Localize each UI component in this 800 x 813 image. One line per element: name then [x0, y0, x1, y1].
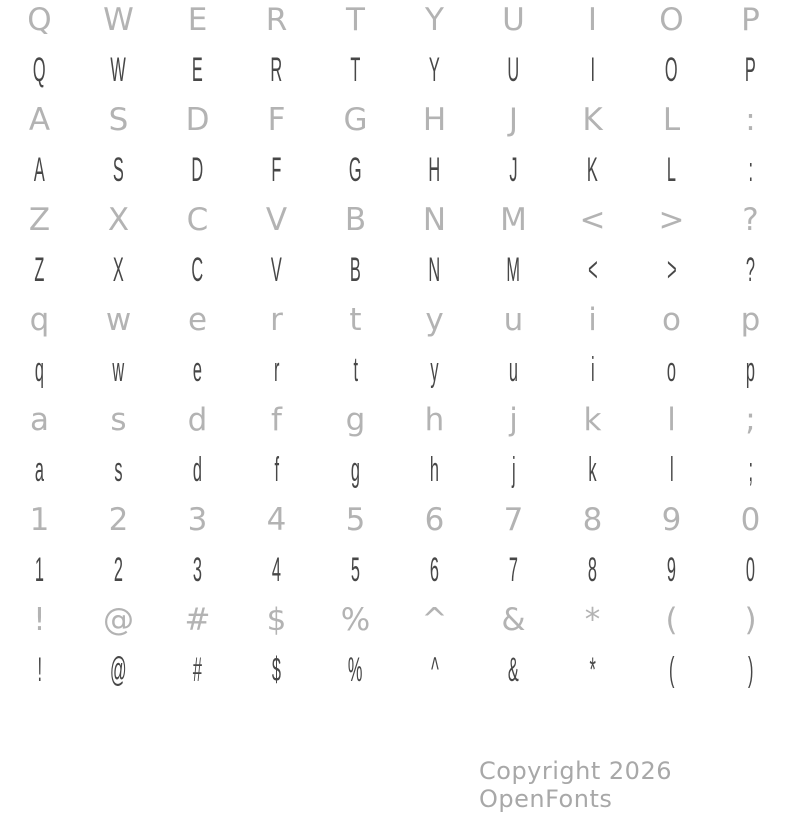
- specimen-row-preview: [0, 645, 800, 695]
- specimen-glyph: Z: [34, 251, 45, 289]
- specimen-glyph: i: [588, 302, 597, 338]
- specimen-row-preview: [0, 445, 800, 495]
- specimen-glyph: I: [590, 51, 595, 89]
- specimen-glyph: #: [184, 602, 211, 638]
- specimen-glyph: P: [741, 2, 760, 38]
- specimen-row-reference: [0, 195, 800, 245]
- specimen-row-reference: [0, 495, 800, 545]
- specimen-glyph: a: [30, 402, 49, 438]
- specimen-glyph: 8: [582, 502, 603, 538]
- specimen-glyph: q: [29, 302, 50, 338]
- specimen-glyph: p: [740, 302, 761, 338]
- specimen-glyph: 2: [113, 551, 124, 589]
- specimen-glyph: U: [502, 2, 525, 38]
- specimen-row-preview: [0, 45, 800, 95]
- specimen-glyph: N: [422, 202, 447, 238]
- specimen-glyph: 7: [503, 502, 524, 538]
- specimen-glyph: F: [271, 151, 282, 189]
- specimen-glyph: 6: [429, 551, 440, 589]
- specimen-glyph: ): [747, 651, 754, 689]
- specimen-glyph: G: [343, 102, 368, 138]
- specimen-glyph: !: [33, 602, 46, 638]
- specimen-glyph: u: [503, 302, 524, 338]
- specimen-glyph: O: [665, 51, 678, 89]
- specimen-glyph: !: [37, 651, 42, 689]
- specimen-glyph: 4: [266, 502, 287, 538]
- specimen-glyph: 1: [29, 502, 50, 538]
- copyright-notice: Copyright 2026 OpenFonts: [479, 757, 672, 813]
- specimen-glyph: 5: [345, 502, 366, 538]
- specimen-glyph: o: [666, 351, 677, 389]
- specimen-glyph: 0: [745, 551, 756, 589]
- specimen-glyph: Z: [28, 202, 51, 238]
- specimen-glyph: 5: [350, 551, 361, 589]
- specimen-row-preview: [0, 545, 800, 595]
- specimen-glyph: W: [103, 2, 134, 38]
- specimen-glyph: w: [112, 351, 125, 389]
- specimen-glyph: R: [270, 51, 283, 89]
- specimen-glyph: h: [424, 402, 445, 438]
- specimen-glyph: e: [192, 351, 203, 389]
- specimen-glyph: y: [425, 302, 444, 338]
- specimen-glyph: S: [113, 151, 124, 189]
- specimen-glyph: B: [344, 202, 367, 238]
- specimen-glyph: R: [265, 2, 288, 38]
- specimen-glyph: j: [511, 451, 516, 489]
- specimen-glyph: f: [274, 451, 279, 489]
- specimen-glyph: w: [105, 302, 132, 338]
- specimen-glyph: *: [589, 651, 596, 689]
- specimen-glyph: U: [507, 51, 520, 89]
- specimen-glyph: A: [34, 151, 45, 189]
- specimen-glyph: C: [186, 202, 209, 238]
- specimen-glyph: T: [346, 2, 365, 38]
- specimen-glyph: ^: [430, 651, 439, 689]
- specimen-glyph: H: [428, 151, 441, 189]
- specimen-glyph: M: [506, 251, 521, 289]
- specimen-glyph: D: [185, 102, 210, 138]
- specimen-glyph: u: [508, 351, 519, 389]
- specimen-glyph: o: [662, 302, 681, 338]
- specimen-glyph: $: [266, 602, 287, 638]
- specimen-glyph: B: [350, 251, 361, 289]
- specimen-glyph: e: [187, 302, 208, 338]
- specimen-glyph: 4: [271, 551, 282, 589]
- specimen-row-reference: [0, 295, 800, 345]
- specimen-glyph: S: [108, 102, 129, 138]
- specimen-row-preview: [0, 345, 800, 395]
- specimen-glyph: L: [666, 151, 677, 189]
- specimen-glyph: :: [745, 102, 756, 138]
- specimen-glyph: t: [349, 302, 362, 338]
- specimen-glyph: P: [745, 51, 756, 89]
- specimen-glyph: 3: [187, 502, 208, 538]
- specimen-glyph: %: [340, 602, 371, 638]
- specimen-glyph: M: [500, 202, 527, 238]
- specimen-glyph: f: [271, 402, 282, 438]
- specimen-glyph: C: [191, 251, 204, 289]
- specimen-glyph: j: [509, 402, 518, 438]
- specimen-glyph: 1: [34, 551, 45, 589]
- specimen-glyph: >: [658, 202, 685, 238]
- specimen-glyph: T: [350, 51, 361, 89]
- specimen-row-reference: [0, 395, 800, 445]
- specimen-glyph: s: [114, 451, 123, 489]
- specimen-glyph: Q: [27, 2, 52, 38]
- specimen-glyph: <: [587, 251, 598, 289]
- specimen-glyph: Y: [429, 51, 440, 89]
- specimen-glyph: X: [107, 202, 130, 238]
- specimen-glyph: J: [509, 151, 518, 189]
- specimen-glyph: ;: [745, 402, 756, 438]
- specimen-glyph: O: [659, 2, 684, 38]
- specimen-glyph: V: [265, 202, 288, 238]
- specimen-glyph: (: [665, 602, 678, 638]
- specimen-glyph: E: [192, 51, 203, 89]
- specimen-glyph: J: [508, 102, 519, 138]
- specimen-glyph: 0: [740, 502, 761, 538]
- specimen-glyph: s: [110, 402, 127, 438]
- specimen-glyph: %: [348, 651, 363, 689]
- specimen-glyph: ?: [742, 202, 759, 238]
- specimen-glyph: 7: [508, 551, 519, 589]
- specimen-glyph: F: [267, 102, 286, 138]
- specimen-glyph: $: [271, 651, 282, 689]
- specimen-glyph: r: [273, 351, 280, 389]
- specimen-glyph: <: [579, 202, 606, 238]
- specimen-glyph: Y: [425, 2, 444, 38]
- specimen-glyph: >: [666, 251, 677, 289]
- specimen-glyph: ): [744, 602, 757, 638]
- specimen-glyph: 3: [192, 551, 203, 589]
- specimen-glyph: K: [582, 102, 603, 138]
- specimen-glyph: r: [270, 302, 283, 338]
- specimen-glyph: E: [187, 2, 208, 38]
- specimen-row-reference: [0, 95, 800, 145]
- specimen-glyph: G: [349, 151, 362, 189]
- specimen-glyph: t: [353, 351, 358, 389]
- specimen-glyph: d: [192, 451, 203, 489]
- specimen-glyph: k: [583, 402, 602, 438]
- specimen-row-reference: [0, 595, 800, 645]
- specimen-glyph: #: [192, 651, 203, 689]
- specimen-row-preview: [0, 145, 800, 195]
- specimen-glyph: @: [103, 602, 134, 638]
- specimen-glyph: 8: [587, 551, 598, 589]
- specimen-glyph: D: [191, 151, 204, 189]
- specimen-glyph: ?: [745, 251, 756, 289]
- specimen-glyph: &: [501, 602, 526, 638]
- specimen-glyph: W: [110, 51, 127, 89]
- specimen-glyph: 9: [666, 551, 677, 589]
- specimen-glyph: A: [28, 102, 51, 138]
- specimen-glyph: K: [587, 151, 598, 189]
- specimen-glyph: N: [428, 251, 441, 289]
- specimen-glyph: i: [590, 351, 595, 389]
- specimen-glyph: H: [422, 102, 447, 138]
- specimen-glyph: &: [508, 651, 519, 689]
- specimen-glyph: y: [430, 351, 439, 389]
- specimen-glyph: g: [350, 451, 361, 489]
- specimen-glyph: p: [745, 351, 756, 389]
- specimen-glyph: l: [667, 402, 676, 438]
- specimen-glyph: g: [345, 402, 366, 438]
- specimen-glyph: X: [113, 251, 124, 289]
- specimen-glyph: L: [662, 102, 681, 138]
- specimen-glyph: a: [34, 451, 45, 489]
- specimen-glyph: (: [668, 651, 675, 689]
- specimen-glyph: 2: [108, 502, 129, 538]
- specimen-glyph: h: [429, 451, 440, 489]
- specimen-glyph: Q: [33, 51, 46, 89]
- specimen-glyph: l: [669, 451, 674, 489]
- specimen-glyph: ;: [748, 451, 753, 489]
- specimen-glyph: I: [587, 2, 598, 38]
- specimen-glyph: *: [584, 602, 601, 638]
- specimen-glyph: V: [271, 251, 282, 289]
- specimen-glyph: 6: [424, 502, 445, 538]
- specimen-row-reference: [0, 0, 800, 45]
- specimen-row-preview: [0, 245, 800, 295]
- specimen-glyph: q: [34, 351, 45, 389]
- specimen-glyph: k: [588, 451, 597, 489]
- specimen-glyph: :: [748, 151, 753, 189]
- specimen-glyph: d: [187, 402, 208, 438]
- specimen-glyph: @: [110, 651, 127, 689]
- specimen-glyph: ^: [421, 602, 448, 638]
- specimen-glyph: 9: [661, 502, 682, 538]
